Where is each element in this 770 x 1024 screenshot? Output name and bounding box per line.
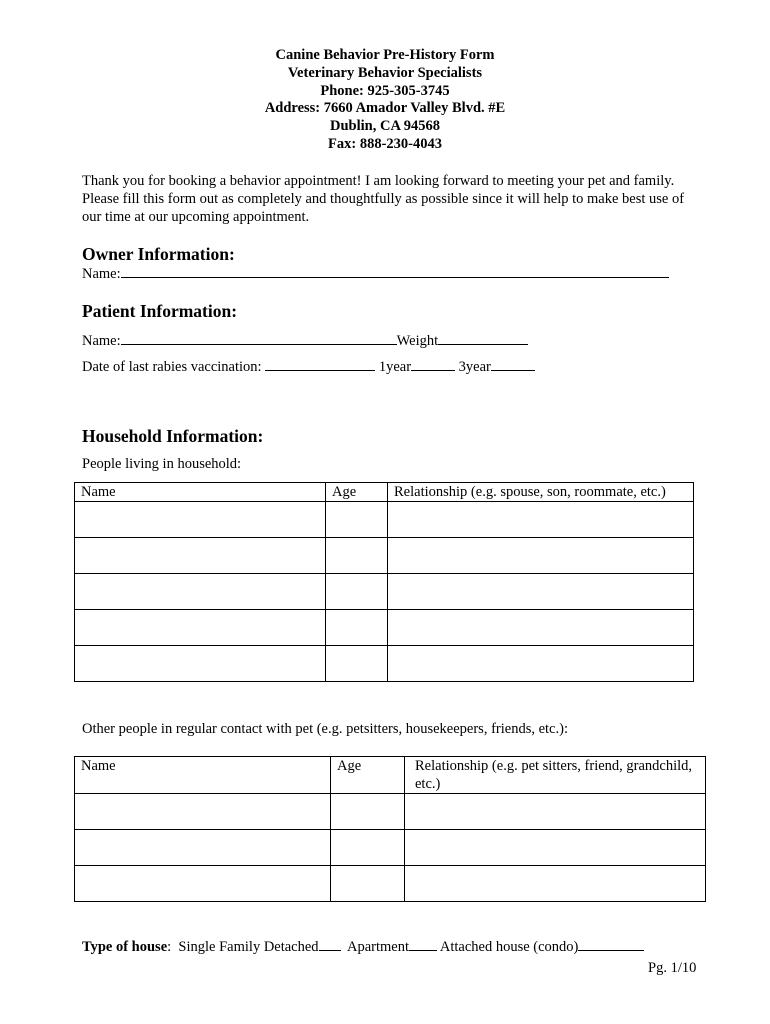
household-heading: Household Information: xyxy=(82,426,264,446)
table-cell[interactable] xyxy=(326,538,388,574)
weight-label: Weight xyxy=(396,333,439,349)
table-row xyxy=(75,610,694,646)
house-option-condo: Attached house (condo) xyxy=(439,939,579,955)
table-row xyxy=(75,646,694,682)
owner-name-field[interactable] xyxy=(121,265,669,278)
household-people-label: People living in household: xyxy=(82,456,242,472)
weight-field[interactable] xyxy=(438,332,528,345)
house-type-row xyxy=(82,938,644,956)
table-row xyxy=(75,502,694,538)
single-family-field[interactable] xyxy=(319,938,341,951)
table-header-row xyxy=(75,483,694,502)
table-cell[interactable] xyxy=(326,502,388,538)
org-name: Veterinary Behavior Specialists xyxy=(287,64,483,81)
house-option-apartment: Apartment xyxy=(347,939,410,955)
column-header: Age xyxy=(331,757,405,794)
org-fax: Fax: 888-230-4043 xyxy=(328,135,442,152)
table-row xyxy=(75,830,706,866)
three-year-field[interactable] xyxy=(491,358,535,371)
patient-name-label: Name: xyxy=(82,333,121,349)
form-title: Canine Behavior Pre-History Form xyxy=(275,47,495,63)
table-cell[interactable] xyxy=(75,830,331,866)
table-cell[interactable] xyxy=(331,830,405,866)
table-cell[interactable] xyxy=(326,574,388,610)
table-cell[interactable] xyxy=(75,502,326,538)
org-phone: Phone: 925-305-3745 xyxy=(320,82,450,99)
column-header: Name xyxy=(75,757,331,794)
patient-name-row xyxy=(82,332,528,350)
one-year-label: 1year xyxy=(378,359,412,375)
table-cell[interactable] xyxy=(326,646,388,682)
owner-heading: Owner Information: xyxy=(82,244,235,264)
org-address: Address: 7660 Amador Valley Blvd. #E xyxy=(264,100,506,117)
table-cell[interactable] xyxy=(331,794,405,830)
three-year-label: 3year xyxy=(458,359,491,375)
table-cell[interactable] xyxy=(75,794,331,830)
owner-name-row xyxy=(82,265,669,283)
table-cell[interactable] xyxy=(75,538,326,574)
column-header: Name xyxy=(75,483,326,502)
column-header: Relationship (e.g. spouse, son, roommate, etc.) xyxy=(388,483,694,502)
table-row xyxy=(75,866,706,902)
table-cell[interactable] xyxy=(75,866,331,902)
table-header-row xyxy=(75,757,706,794)
rabies-row xyxy=(82,358,535,376)
owner-name-label: Name: xyxy=(82,266,121,282)
house-type-label: Type of house xyxy=(82,939,168,955)
rabies-label: Date of last rabies vaccination: xyxy=(82,359,262,375)
apartment-field[interactable] xyxy=(409,938,437,951)
table-cell[interactable] xyxy=(388,502,694,538)
form-header xyxy=(0,47,770,154)
column-header: Relationship (e.g. pet sitters, friend, grandchild, etc.) xyxy=(405,757,706,794)
table-cell[interactable] xyxy=(331,866,405,902)
table-cell[interactable] xyxy=(388,574,694,610)
condo-field[interactable] xyxy=(578,938,644,951)
patient-heading: Patient Information: xyxy=(82,301,238,321)
table-cell[interactable] xyxy=(326,610,388,646)
one-year-field[interactable] xyxy=(411,358,455,371)
table-cell[interactable] xyxy=(388,610,694,646)
column-header: Age xyxy=(326,483,388,502)
contacts-table xyxy=(74,756,706,902)
intro-paragraph: Thank you for booking a behavior appointment! I am looking forward to meeting your pet and family. Please fill this form out as completely and thoughtfully as possible since it will help to make best use of our time at our upcoming appointment. xyxy=(82,173,685,225)
table-cell[interactable] xyxy=(388,538,694,574)
table-cell[interactable] xyxy=(388,646,694,682)
rabies-date-field[interactable] xyxy=(265,358,375,371)
table-row xyxy=(75,538,694,574)
table-cell[interactable] xyxy=(405,794,706,830)
contacts-label: Other people in regular contact with pet (e.g. petsitters, housekeepers, friends, etc.): xyxy=(82,721,568,737)
page-number: Pg. 1/10 xyxy=(648,960,697,976)
patient-name-field[interactable] xyxy=(121,332,397,345)
table-cell[interactable] xyxy=(405,830,706,866)
table-cell[interactable] xyxy=(75,646,326,682)
house-type-colon: : xyxy=(167,939,172,955)
org-city: Dublin, CA 94568 xyxy=(330,118,440,135)
table-cell[interactable] xyxy=(405,866,706,902)
table-row xyxy=(75,574,694,610)
household-table xyxy=(74,482,694,682)
table-cell[interactable] xyxy=(75,574,326,610)
table-row xyxy=(75,794,706,830)
table-cell[interactable] xyxy=(75,610,326,646)
house-option-single-family: Single Family Detached xyxy=(178,939,319,955)
